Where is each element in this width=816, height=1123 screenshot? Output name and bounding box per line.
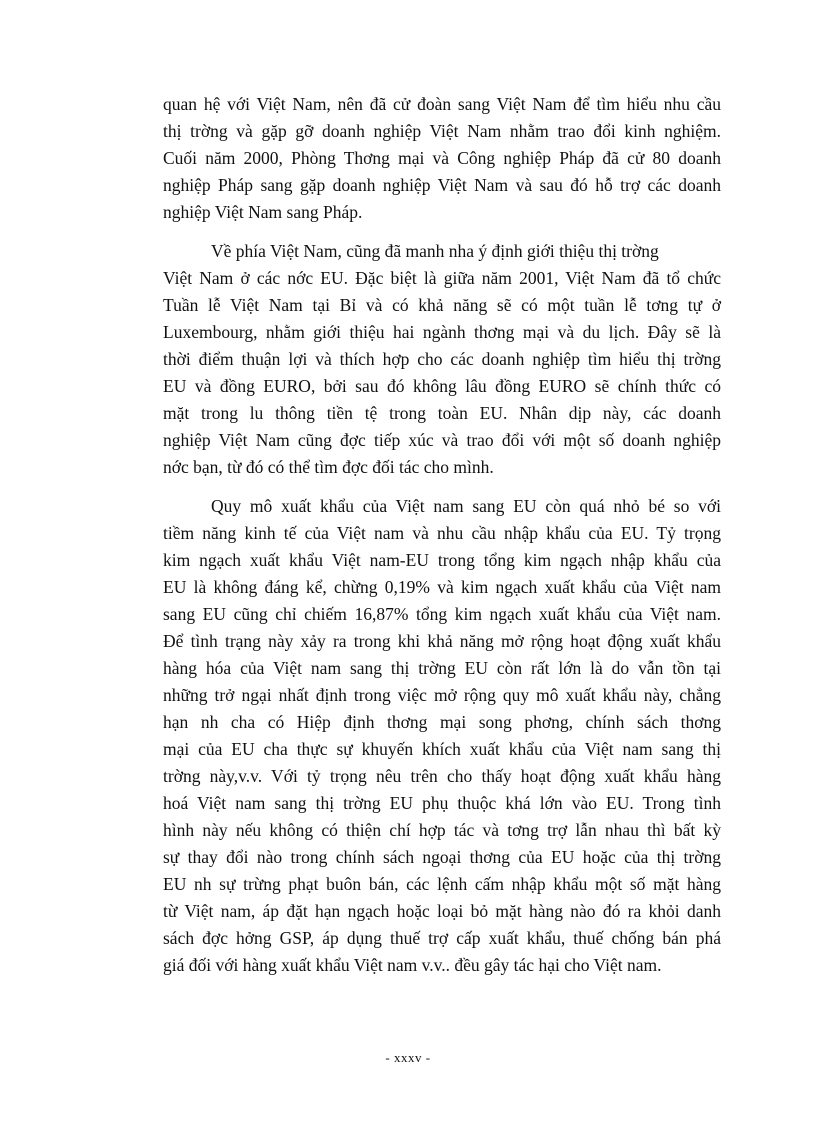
- text-line: quan hệ với Việt Nam, nên đã cử đoàn sang Việt Nam để tìm hiểu nhu cầu: [163, 94, 721, 114]
- text-line: hình này nếu không có thiện chí hợp tác và tơng trợ lẫn nhau thì bất kỳ: [163, 820, 721, 840]
- text-line: sự thay đổi nào trong chính sách ngoại thơng của EU hoặc của thị trờng: [163, 847, 721, 867]
- text-line: nghiệp Pháp sang gặp doanh nghiệp Việt Nam và sau đó hỗ trợ các doanh: [163, 175, 721, 195]
- text-line: hoá Việt nam sang thị trờng EU phụ thuộc khá lớn vào EU. Trong tình: [163, 793, 721, 813]
- text-line: EU nh sự trừng phạt buôn bán, các lệnh cấm nhập khẩu một số mặt hàng: [163, 874, 721, 894]
- text-line: mại của EU cha thực sự khuyến khích xuất khẩu của Việt nam sang thị: [163, 739, 721, 759]
- text-line: EU và đồng EURO, bởi sau đó không lâu đồng EURO sẽ chính thức có: [163, 376, 721, 396]
- text-line: thời điểm thuận lợi và thích hợp cho các doanh nghiệp tìm hiểu thị trờng: [163, 349, 721, 369]
- text-line: nghiệp Việt Nam sang Pháp.: [163, 202, 363, 222]
- text-line: Luxembourg, nhằm giới thiệu hai ngành thơng mại và du lịch. Đây sẽ là: [163, 322, 721, 342]
- paragraph-1: [163, 91, 721, 226]
- text-line: Việt Nam ở các nớc EU. Đặc biệt là giữa năm 2001, Việt Nam đã tổ chức: [163, 268, 721, 288]
- text-line: Tuần lễ Việt Nam tại Bỉ và có khả năng sẽ có một tuần lễ tơng tự ở: [163, 295, 721, 315]
- page-number: - xxxv -: [385, 1050, 431, 1065]
- text-line: nghiệp Việt Nam cũng đợc tiếp xúc và trao đổi với một số doanh nghiệp: [163, 430, 721, 450]
- body-text: [163, 91, 721, 979]
- text-line: Về phía Việt Nam, cũng đã manh nha ý định giới thiệu thị trờng: [211, 241, 659, 261]
- paragraph-2: [163, 238, 721, 481]
- text-line: kim ngạch xuất khẩu Việt nam-EU trong tổng kim ngạch nhập khẩu của: [163, 550, 721, 570]
- text-line: sang EU cũng chỉ chiếm 16,87% tổng kim ngạch xuất khẩu của Việt nam.: [163, 604, 721, 624]
- text-line: tiềm năng kinh tế của Việt nam và nhu cầu nhập khẩu của EU. Tỷ trọng: [163, 523, 721, 543]
- text-line: hàng hóa của Việt nam sang thị trờng EU còn rất lớn là do vẫn tồn tại: [163, 658, 721, 678]
- paragraph-3: [163, 493, 721, 979]
- text-line: Quy mô xuất khẩu của Việt nam sang EU còn quá nhỏ bé so với: [211, 496, 721, 516]
- text-line: Để tình trạng này xảy ra trong khi khả năng mở rộng hoạt động xuất khẩu: [163, 631, 721, 651]
- text-line: sách đợc hởng GSP, áp dụng thuế trợ cấp xuất khẩu, thuế chống bán phá: [163, 928, 721, 948]
- text-line: EU là không đáng kể, chừng 0,19% và kim ngạch xuất khẩu của Việt nam: [163, 577, 721, 597]
- text-line: hạn nh cha có Hiệp định thơng mại song phơng, chính sách thơng: [163, 712, 721, 732]
- text-line: từ Việt nam, áp đặt hạn ngạch hoặc loại bỏ mặt hàng nào đó ra khỏi danh: [163, 901, 721, 921]
- text-line: thị trờng và gặp gỡ doanh nghiệp Việt Nam nhằm trao đổi kinh nghiệm.: [163, 121, 721, 141]
- text-line: giá đối với hàng xuất khẩu Việt nam v.v.. đều gây tác hại cho Việt nam.: [163, 955, 662, 975]
- text-line: những trở ngại nhất định trong việc mở rộng quy mô xuất khẩu này, chẳng: [163, 685, 721, 705]
- text-line: mặt trong lu thông tiền tệ trong toàn EU. Nhân dịp này, các doanh: [163, 403, 721, 423]
- text-line: Cuối năm 2000, Phòng Thơng mại và Công nghiệp Pháp đã cử 80 doanh: [163, 148, 721, 168]
- text-line: trờng này,v.v. Với tỷ trọng nêu trên cho thấy hoạt động xuất khẩu hàng: [163, 766, 721, 786]
- text-line: nớc bạn, từ đó có thể tìm đợc đối tác cho mình.: [163, 457, 494, 477]
